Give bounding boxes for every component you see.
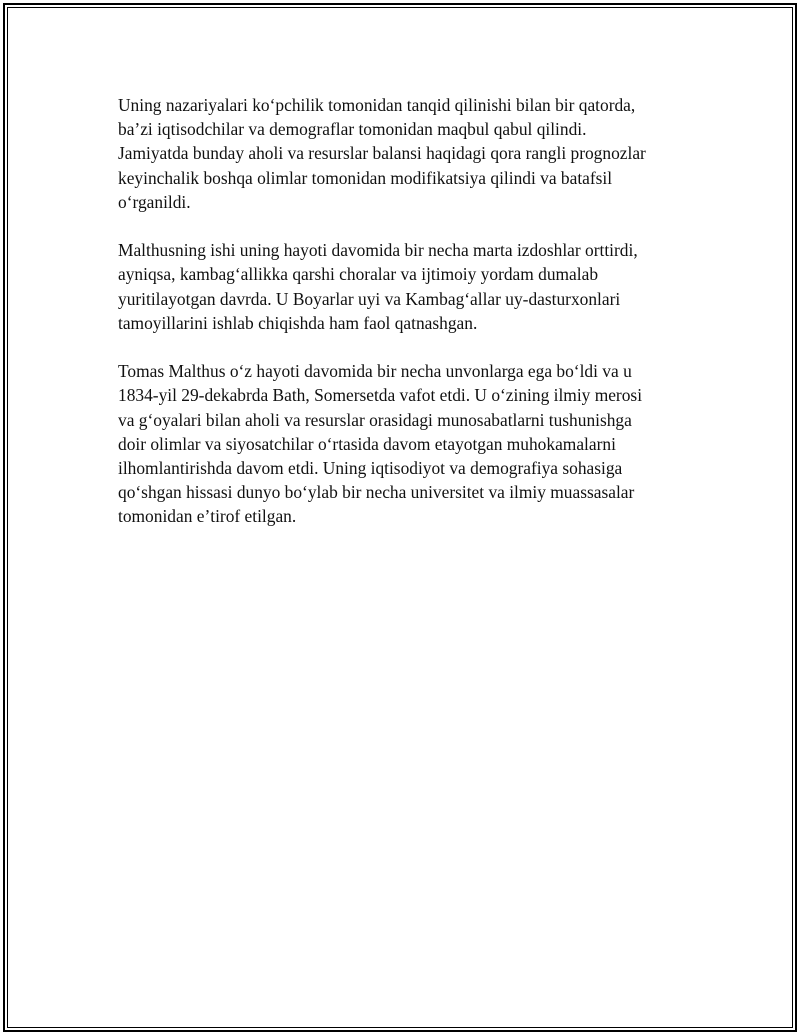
paragraph-3 (118, 359, 684, 528)
text-line: qoʻshgan hissasi dunyo boʻylab bir necha universitet va ilmiy muassasalar (118, 482, 635, 503)
text-line: tomonidan eʼtirof etilgan. (118, 506, 297, 527)
paragraph-1 (118, 93, 684, 214)
text-line: ilhomlantirishda davom etdi. Uning iqtisodiyot va demografiya sohasiga (118, 458, 623, 479)
paragraph-2 (118, 238, 684, 335)
text-line: va gʻoyalari bilan aholi va resurslar orasidagi munosabatlarni tushunishga (118, 409, 632, 430)
text-line: baʼzi iqtisodchilar va demograflar tomonidan maqbul qabul qilindi. (118, 119, 587, 140)
text-line: Tomas Malthus oʻz hayoti davomida bir necha unvonlarga ega boʻldi va u (118, 361, 632, 382)
document-body (118, 93, 684, 553)
text-line: Uning nazariyalari koʻpchilik tomonidan tanqid qilinishi bilan bir qatorda, (118, 95, 636, 115)
text-line: 1834-yil 29-dekabrda Bath, Somersetda vafot etdi. U oʻzining ilmiy merosi (118, 385, 643, 406)
text-line: Malthusning ishi uning hayoti davomida bir necha marta izdoshlar orttirdi, (118, 240, 638, 261)
text-line: oʻrganildi. (118, 191, 191, 212)
text-line: doir olimlar va siyosatchilar oʻrtasida davom etayotgan muhokamalarni (118, 433, 616, 454)
text-line: Jamiyatda bunday aholi va resurslar balansi haqidagi qora rangli prognozlar (118, 143, 646, 164)
text-line: ayniqsa, kambagʻallikka qarshi choralar va ijtimoiy yordam dumalab (118, 264, 599, 285)
text-line: yuritilayotgan davrda. U Boyarlar uyi va Kambagʻallar uy-dasturxonlari (118, 288, 621, 309)
text-line: keyinchalik boshqa olimlar tomonidan modifikatsiya qilindi va batafsil (118, 167, 613, 188)
text-line: tamoyillarini ishlab chiqishda ham faol qatnashgan. (118, 312, 478, 333)
